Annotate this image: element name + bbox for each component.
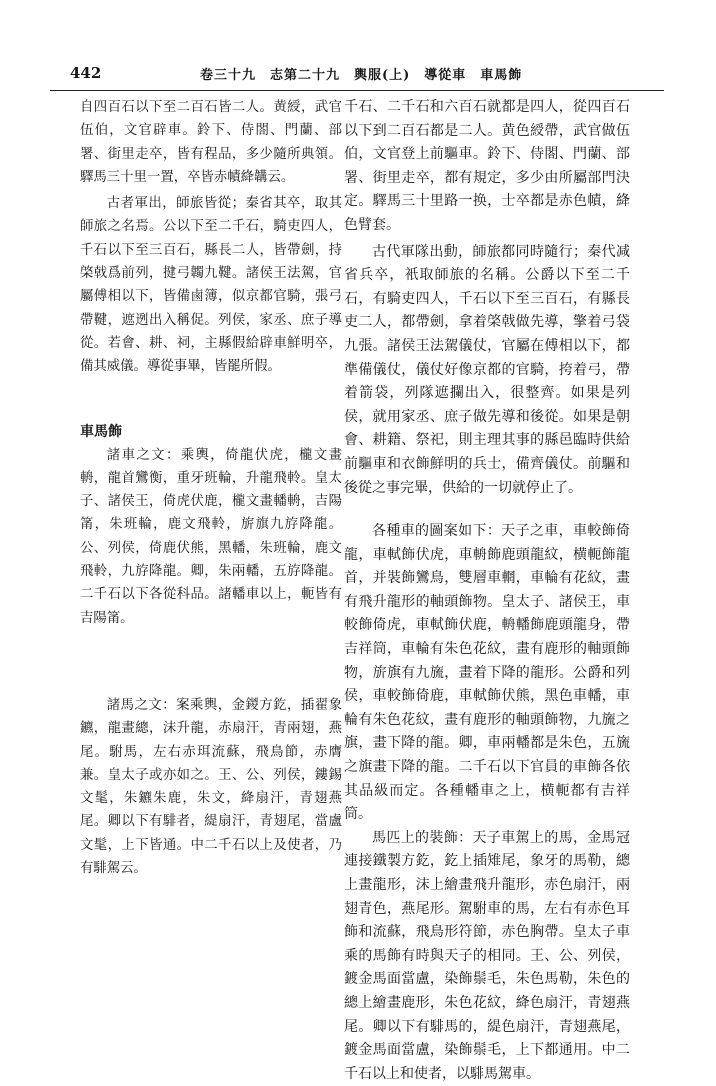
translation-paragraph-2: 古代軍隊出動，師旅都同時隨行；秦代减省兵卒，衹取師旅的名稱。公爵以下至二千石，有騎吏四人，千石以下至三百石，有縣長吏二人，都帶劍，拿着棨戟做先導，擎着弓袋九張。諸侯王法駕儀仗，官屬在傅相以下，都準備儀仗，儀仗好像京都的官騎，挎着弓，帶着箭袋，列隊遮攔出入，很整齊。如果是列侯，就用家丞、庶子做先導和後從。如果是朝會、耕籍、祭祀，則主理其事的縣邑臨時供給前驅車和衣飾鮮明的兵士，備齊儀仗。前驅和後從之事完畢，供給的一切就停止了。 (344, 243, 630, 496)
classical-paragraph-4: 諸馬之文：案乘輿，金鍐方釳，插翟象鑣，龍畫總，沫升龍，赤扇汗，青兩翅，燕尾。駙馬，左右赤珥流蘇，飛鳥節，赤膺兼。皇太子或亦如之。王、公、列侯，鏤錫文髦，朱鑣朱鹿，朱文，絳扇汗，青翅燕尾。卿以下有騑者，緹扇汗，青翅尾，當盧文髦，上下皆通。中二千石以上及使者，乃有騑駕云。 (80, 697, 342, 877)
classical-paragraph-1: 自四百石以下至二百石皆二人。黄綬，武官伍伯，文官辟車。鈴下、侍閤、門蘭、部署、街里走卒，皆有程品，多少隨所典領。驛馬三十里一置，卒皆赤幘絳韝云。 (80, 100, 342, 185)
translation-paragraph-1: 千石、二千石和六百石就都是四人，從四百石以下到二百石都是二人。黄色綬帶，武官做伍伯，文官登上前驅車。鈴下、侍閤、門蘭、部署、街里走卒，都有規定，多少由所屬部門決定。驛馬三十里路一换，士卒都是赤色幘，絳色臂套。 (344, 99, 630, 233)
translation-paragraph-3: 各種車的圖案如下：天子之車，車較飾倚龍，車軾飾伏虎，車輈飾鹿頭龍紋，横軛飾龍首，并裝飾鸞鳥，雙層車輞，車輪有花紋，畫有飛升龍形的軸頭飾物。皇太子、諸侯王，車較飾倚虎，車軾飾伏鹿，輈轓飾鹿頭龍身，帶吉祥筒，車輪有朱色花紋，畫有鹿形的軸頭飾物，旂旗有九旒，畫着下降的龍形。公爵和列侯，車較飾倚鹿，車軾飾伏熊，黑色車轓，車輪有朱色花紋，畫有鹿形的軸頭飾物，九旒之旗，畫下降的龍。卿，車兩轓都是朱色，五旒之旗畫下降的龍。二千石以下官員的車飾各依其品級而定。各種轓車之上，横軛都有吉祥筒。 (344, 523, 630, 823)
classical-paragraph-3: 諸車之文：乘輿，倚龍伏虎，櫳文畫輈，龍首鸞衡，重牙班輪，升龍飛軨。皇太子、諸侯王，倚虎伏鹿，櫳文畫轓輈，吉陽筩，朱班輪，鹿文飛軨，旂旗九斿降龍。公、列侯，倚鹿伏熊，黑轓，朱班輪，鹿文飛軨，九斿降龍。卿，朱兩轓，五斿降龍。二千石以下各從科品。諸轓車以上，軛皆有吉陽筩。 (80, 447, 342, 626)
running-title: 卷三十九 志第二十九 輿服(上) 導從車 車馬飾 (200, 68, 523, 83)
translation-column (344, 96, 630, 1086)
section-heading: 車馬飾 (80, 423, 122, 440)
classical-text-column (80, 96, 342, 880)
page-header (50, 62, 664, 88)
classical-paragraph-2: 古者軍出，師旅皆從；秦省其卒，取其師旅之名焉。公以下至二千石，騎吏四人，千石以下至三百石，縣長二人，皆帶劍，持棨戟爲前列，揵弓韣九鞬。諸侯王法駕，官屬傅相以下，皆備鹵簿，似京都官騎，張弓帶鞬，遮迾出入稱促。列侯，家丞、庶子導從。若會、耕、祠，主縣假給辟車鮮明卒，備其威儀。導從事畢，皆罷所假。 (80, 196, 342, 375)
translation-paragraph-4: 馬匹上的裝飾：天子車駕上的馬，金馬冠連接鐵製方釳，釳上插雉尾，象牙的馬勒，總上畫龍形，沫上繪畫飛升龍形，赤色扇汗，兩翅青色，燕尾形。駕駙車的馬，左右有赤色耳飾和流蘇，飛鳥形符節，赤色胸帶。皇太子車乘的馬飾有時與天子的相同。王、公、列侯，鍍金馬面當盧，染飾鬃毛，朱色馬勒，朱色的總上繪畫鹿形，朱色花紋，絳色扇汗，青翅燕尾。卿以下有騑馬的，緹色扇汗，青翅燕尾，鍍金馬面當盧，染飾鬃毛，上下都通用。中二千石以上和使者，以騑馬駕車。 (344, 829, 630, 1082)
page-number: 442 (70, 64, 102, 82)
header-rule (50, 90, 664, 91)
